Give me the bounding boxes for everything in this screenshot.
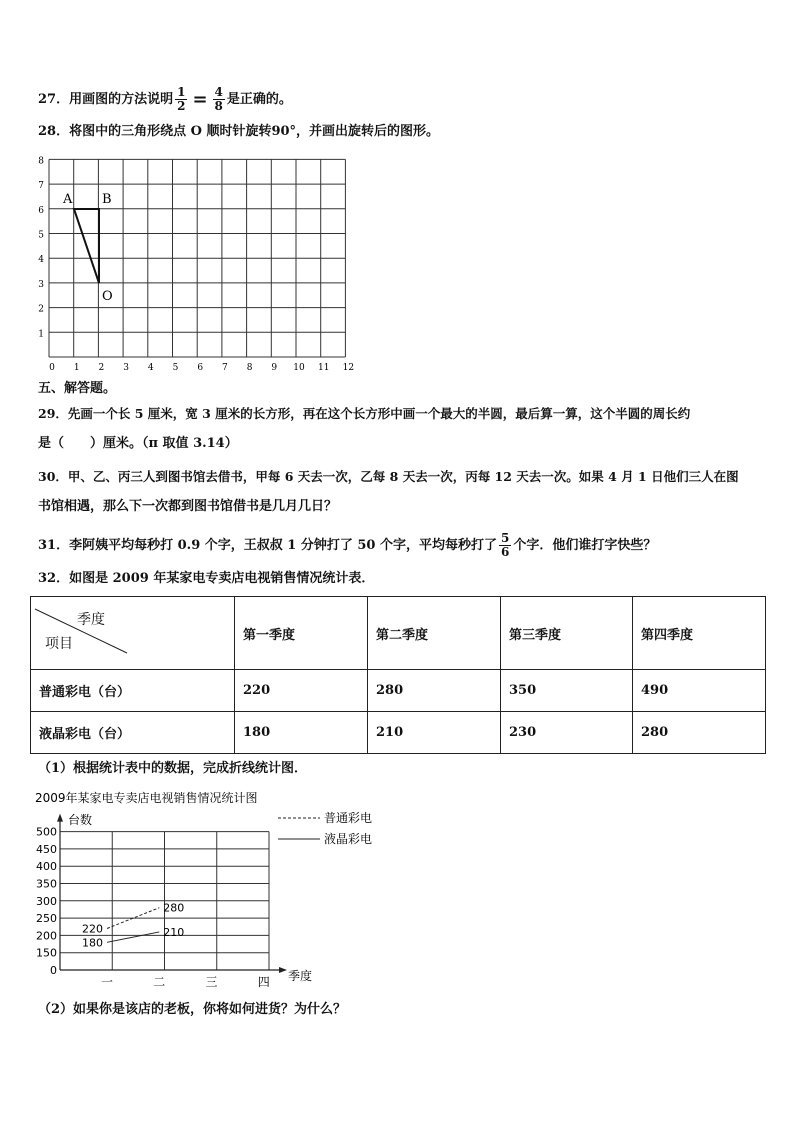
legend-label: 普通彩电 [324, 811, 373, 825]
q27-suffix: 是正确的。 [226, 92, 292, 107]
chart-series [82, 902, 184, 950]
y-tick-label: 450 [36, 842, 57, 856]
table-cell: 280 [368, 670, 501, 712]
x-tick-label: 12 [342, 363, 355, 372]
x-axis-arrow [279, 967, 287, 973]
corner-label-item: 项目 [45, 636, 73, 652]
table-corner-cell [31, 597, 235, 670]
line-chart [30, 786, 390, 991]
question-27 [38, 86, 292, 113]
table-header-q1: 第一季度 [235, 597, 368, 670]
table-header-q4: 第四季度 [633, 597, 766, 670]
data-label: 280 [163, 901, 185, 915]
data-label: 180 [82, 936, 104, 950]
chart-x-tick-labels [101, 975, 270, 989]
question-29-line2: 是（ ）厘米。（π 取值 3.14） [38, 436, 238, 451]
q31-prefix: 31．李阿姨平均每秒打 0.9 个字，王叔叔 1 分钟打了 50 个字，平均每秒打了 [38, 538, 497, 553]
y-tick-label: 500 [36, 825, 57, 839]
equals-sign: = [192, 88, 208, 110]
corner-label-quarter: 季度 [77, 612, 105, 628]
table-header-row [31, 597, 766, 670]
table-header-q2: 第二季度 [368, 597, 501, 670]
x-tick-label: 1 [73, 363, 80, 372]
y-tick-label: 8 [38, 156, 44, 167]
chart-ylabel: 台数 [68, 813, 93, 827]
sales-table [30, 596, 766, 754]
table-header-q3: 第三季度 [501, 597, 633, 670]
y-tick-label: 4 [38, 255, 44, 266]
table-cell: 230 [501, 712, 633, 754]
sub-question-1: （1）根据统计表中的数据，完成折线统计图． [38, 761, 308, 776]
y-tick-label: 3 [38, 279, 44, 290]
question-32: 32．如图是 2009 年某家电专卖店电视销售情况统计表． [38, 571, 375, 586]
point-a-label: A [63, 192, 73, 207]
fraction-denominator: 8 [214, 99, 223, 113]
x-tick-label: 4 [147, 363, 154, 372]
table-cell: 220 [235, 670, 368, 712]
x-tick-label: 10 [293, 363, 305, 372]
x-tick-label: 3 [123, 363, 129, 372]
chart-title: 2009年某家电专卖店电视销售情况统计图 [35, 791, 258, 805]
x-tick-label: 四 [257, 975, 270, 989]
table-cell: 490 [633, 670, 766, 712]
table-cell: 180 [235, 712, 368, 754]
x-tick-label: 7 [222, 363, 228, 372]
fraction-numerator: 1 [177, 85, 186, 99]
fraction-four-eighths [213, 86, 225, 113]
data-label: 220 [82, 922, 104, 936]
table-cell: 280 [633, 712, 766, 754]
y-tick-label: 6 [38, 205, 44, 216]
y-tick-label: 300 [36, 894, 57, 908]
fraction-five-sixths [499, 532, 511, 559]
fraction-denominator: 6 [501, 545, 510, 559]
question-29-line1: 29．先画一个长 5 厘米，宽 3 厘米的长方形，再在这个长方形中画一个最大的半圆，最后算一算，这个半圆的周长约 [38, 406, 691, 421]
chart-xlabel: 季度 [288, 969, 313, 983]
x-tick-label: 一 [101, 975, 114, 989]
x-tick-label: 11 [317, 363, 330, 372]
x-tick-label: 三 [205, 975, 218, 989]
x-tick-label: 9 [271, 363, 278, 372]
sub-question-2: （2）如果你是该店的老板，你将如何进货？为什么？ [38, 1002, 347, 1017]
x-tick-label: 0 [49, 363, 55, 372]
fraction-denominator: 2 [177, 99, 186, 113]
y-tick-label: 250 [36, 912, 57, 926]
y-tick-label: 7 [38, 181, 44, 192]
q27-prefix: 27．用画图的方法说明 [38, 92, 174, 107]
y-tick-label: 5 [38, 230, 44, 241]
table-row [31, 670, 766, 712]
grid-lines [49, 159, 345, 357]
y-tick-label: 350 [36, 877, 57, 891]
legend-label: 液晶彩电 [324, 832, 373, 846]
coordinate-grid [30, 152, 360, 372]
table-row [31, 712, 766, 754]
x-tick-label: 8 [246, 363, 253, 372]
x-tick-label: 2 [98, 363, 105, 372]
series-line-lcd-tv [107, 932, 159, 942]
row-label: 普通彩电（台） [31, 670, 235, 712]
q31-suffix: 个字．他们谁打字快些？ [513, 538, 657, 553]
grid-tick-labels [38, 156, 354, 372]
data-label: 210 [163, 925, 185, 939]
row-label: 液晶彩电（台） [31, 712, 235, 754]
table-cell: 210 [368, 712, 501, 754]
section-heading: 五、解答题。 [38, 381, 117, 396]
y-tick-label: 2 [38, 304, 44, 315]
fraction-numerator: 4 [214, 85, 223, 99]
chart-legend [278, 810, 372, 846]
x-tick-label: 二 [153, 975, 166, 989]
point-o-label: O [102, 289, 113, 304]
triangle-abo [74, 209, 99, 283]
question-31 [38, 532, 656, 559]
y-tick-label: 1 [38, 329, 44, 340]
x-tick-label: 5 [172, 363, 179, 372]
fraction-numerator: 5 [501, 531, 510, 545]
y-axis-arrow [57, 814, 63, 822]
chart-y-tick-labels [36, 826, 57, 977]
point-b-label: B [102, 192, 112, 207]
y-tick-label: 200 [36, 929, 57, 943]
y-tick-label: 0 [50, 964, 57, 977]
x-tick-label: 6 [197, 363, 204, 372]
question-28: 28．将图中的三角形绕点 O 顺时针旋转90°，并画出旋转后的图形。 [38, 124, 440, 139]
table-cell: 350 [501, 670, 633, 712]
question-30-line1: 30．甲、乙、丙三人到图书馆去借书，甲每 6 天去一次，乙每 8 天去一次，丙每 12 天去一次。如果 4 月 1 日他们三人在图 [38, 469, 739, 484]
fraction-one-half [175, 86, 187, 113]
y-tick-label: 150 [36, 946, 57, 960]
y-tick-label: 400 [36, 860, 57, 874]
question-30-line2: 书馆相遇，那么下一次都到图书馆借书是几月几日？ [38, 499, 338, 514]
